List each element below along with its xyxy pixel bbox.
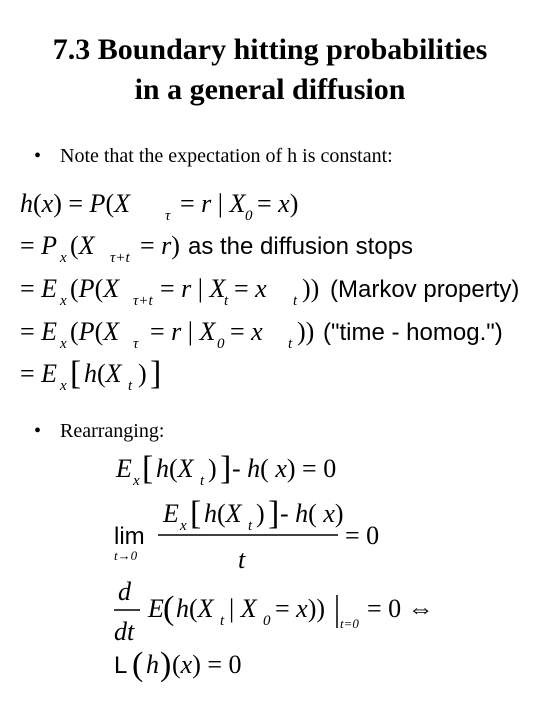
svg-text:x: x [60,250,67,266]
svg-text:t→0: t→0 [114,548,138,563]
svg-text:[: [ [142,450,154,487]
equation-line-4 [20,317,503,352]
equation-rearranged-2 [114,495,379,574]
svg-text:t: t [128,378,133,394]
svg-text:]: ] [150,355,162,392]
svg-text:(: ( [132,646,144,683]
svg-text:0: 0 [263,613,271,629]
svg-text:): ) [256,499,265,528]
svg-text:= x: = x [230,317,263,346]
svg-text:h(X: h(X [84,359,122,388]
svg-text:t: t [288,336,293,352]
svg-text:= 0 ⇔: = 0 ⇔ [367,594,434,623]
svg-text:t: t [200,473,205,489]
bullet-marker: • [34,420,42,442]
svg-text:t: t [238,545,246,574]
svg-text:): ) [208,454,217,483]
svg-text:| X: | X [229,594,257,623]
svg-text:τ: τ [165,208,171,224]
svg-text:E: E [116,454,132,483]
svg-text:(P(X: (P(X [70,317,120,346]
svg-text:= x)): = x)) [275,594,326,623]
svg-text:= E: = E [20,317,58,346]
svg-text:[: [ [70,355,82,392]
equation-rearranged-4 [114,646,242,683]
svg-text:(x) = 0: (x) = 0 [172,650,242,679]
svg-text:= P: = P [20,231,58,260]
svg-text:lim: lim [114,523,145,550]
svg-text:τ+t: τ+t [133,293,153,309]
equation-line-5 [20,355,161,394]
svg-text:t: t [224,293,229,309]
svg-text:]: ] [268,495,280,532]
svg-text:h(X: h(X [204,499,242,528]
bullet-text: Rearranging: [60,420,165,442]
svg-text:(: ( [163,590,175,627]
svg-text:h(X: h(X [176,594,214,623]
equation-line-3 [20,274,519,309]
svg-text:E: E [148,594,164,623]
title-line-1: 7.3 Boundary hitting probabilities [52,33,488,66]
svg-text:(X: (X [70,231,95,260]
svg-text:0: 0 [245,208,253,224]
svg-text:h(X: h(X [156,454,194,483]
svg-text:- h( x): - h( x) [280,499,344,528]
equation-rearranged-1 [115,450,336,489]
svg-text:h(x) = P(X: h(x) = P(X [20,189,130,218]
svg-text:- h( x) = 0: - h( x) = 0 [232,454,337,483]
svg-text:[: [ [190,495,202,532]
svg-text:E: E [163,499,179,528]
svg-text:(P(X: (P(X [70,274,120,303]
svg-text:): ) [160,646,172,683]
svg-text:x: x [133,473,140,489]
svg-text:x: x [60,378,67,394]
svg-text:x: x [60,293,67,309]
svg-text:τ: τ [133,336,139,352]
equation-line-1 [20,189,298,224]
svg-text:= 0: = 0 [345,521,380,550]
svg-text:= r): = r) [140,231,180,260]
bullet-text: Note that the expectation of h is constant: [60,145,393,167]
svg-text:0: 0 [217,336,225,352]
annotation-stops: as the diffusion stops [188,233,414,260]
svg-text:t: t [220,613,225,629]
bullet-marker: • [34,145,42,167]
equation-line-2 [20,231,413,266]
annotation-homog: ("time - homog.") [323,319,503,346]
svg-text:t: t [293,293,298,309]
svg-text:= E: = E [20,274,58,303]
svg-text:= r | X: = r | X [160,274,226,303]
svg-text:)): )) [297,317,315,346]
svg-text:)): )) [302,274,320,303]
svg-text:): ) [138,359,147,388]
svg-text:dt: dt [114,617,135,646]
annotation-markov: (Markov property) [330,276,520,303]
svg-text:x: x [60,336,67,352]
svg-text:L: L [114,652,128,679]
svg-text:x: x [180,518,187,534]
svg-text:]: ] [220,450,232,487]
equation-rearranged-3 [114,577,434,646]
svg-text:= r | X: = r | X [180,189,246,218]
svg-text:t: t [248,518,253,534]
svg-text:= E: = E [20,359,58,388]
svg-text:h: h [146,650,159,679]
svg-text:t=0: t=0 [340,616,359,631]
title-line-2: in a general diffusion [134,73,406,106]
svg-text:= x): = x) [257,189,299,218]
svg-text:= x: = x [234,274,267,303]
svg-text:τ+t: τ+t [110,250,130,266]
svg-text:d: d [118,577,131,606]
svg-text:= r | X: = r | X [150,317,216,346]
